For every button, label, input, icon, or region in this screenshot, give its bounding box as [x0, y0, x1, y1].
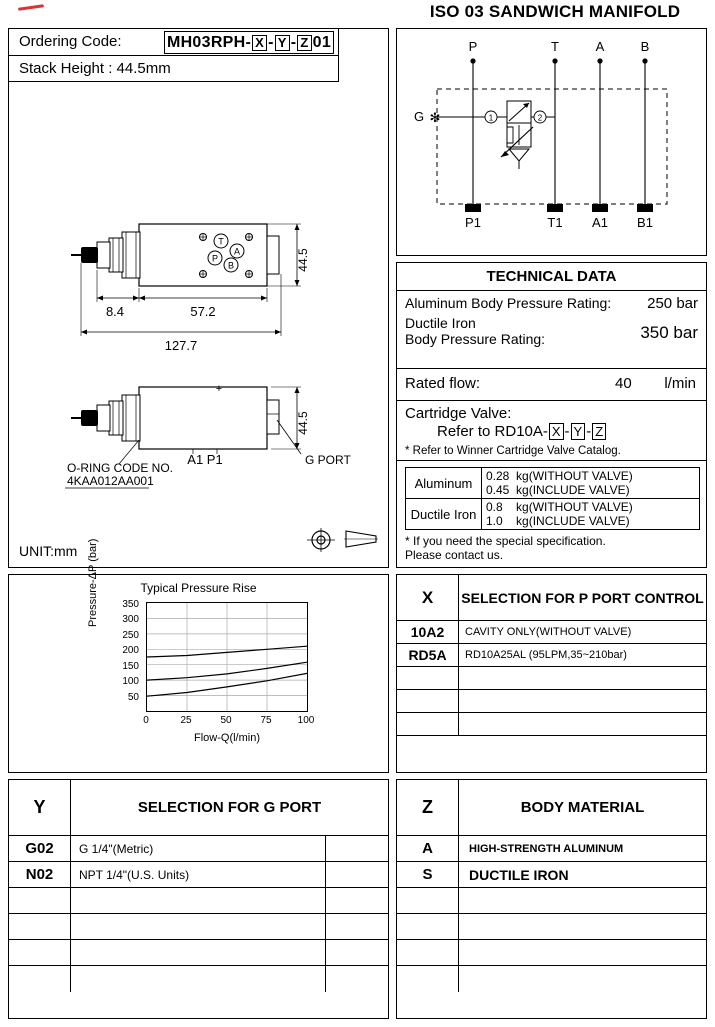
z-selection-table: [396, 779, 707, 1019]
red-mark-decoration: [18, 4, 44, 11]
special-spec-note-1: * If you need the special specification.: [405, 534, 606, 548]
weight-values-ductile: [482, 499, 699, 529]
svg-text:1: 1: [488, 113, 494, 123]
z-row-code: [397, 914, 459, 939]
chart-title: Typical Pressure Rise: [140, 581, 257, 595]
x-row-desc: [459, 713, 706, 735]
chart-y-axis-label: Pressure-ΔP (bar): [87, 538, 99, 627]
y-row-desc: G 1/4"(Metric): [71, 836, 326, 861]
svg-text:A1: A1: [592, 215, 608, 230]
svg-text:B: B: [227, 260, 235, 271]
cartridge-valve-refer: Refer to RD10A- X - Y - Z: [437, 423, 607, 440]
y-row-desc: [71, 966, 326, 992]
cartridge-valve-title: Cartridge Valve:: [405, 405, 512, 422]
page-title: ISO 03 SANDWICH MANIFOLD: [429, 2, 681, 21]
weight-aluminum-without: 0.28 kg(WITHOUT VALVE): [486, 469, 633, 483]
svg-text:O-RING CODE NO.: O-RING CODE NO.: [67, 461, 174, 475]
x-row-code: RD5A: [397, 644, 459, 666]
y-row-desc: [71, 940, 326, 965]
chart-xtick: 100: [297, 715, 315, 726]
svg-text:P1: P1: [465, 215, 481, 230]
svg-text:2: 2: [537, 113, 543, 123]
hydraulic-schematic: [397, 29, 706, 255]
y-row-spacer: [326, 888, 388, 913]
chart-xtick: 75: [260, 715, 272, 726]
weight-table: [405, 467, 700, 530]
chart-ytick: 150: [122, 661, 139, 672]
table-row[interactable]: [397, 713, 706, 736]
svg-text:4KAA012AA001: 4KAA012AA001: [67, 474, 154, 488]
ordering-code-var-x: X: [252, 35, 267, 51]
stack-height-label: Stack Height : 44.5mm: [19, 60, 171, 77]
x-row-code: [397, 667, 459, 689]
cartridge-refer-text: Refer to RD10A-: [437, 423, 548, 440]
y-row-desc: [71, 888, 326, 913]
unit-label: UNIT:mm: [19, 543, 78, 559]
y-row-code: [9, 914, 71, 939]
z-title-header: BODY MATERIAL: [520, 799, 645, 816]
projection-cone-icon: [344, 529, 378, 549]
y-title-header: SELECTION FOR G PORT: [137, 799, 322, 816]
ordering-code-row: [9, 29, 339, 56]
z-row-desc: DUCTILE IRON: [469, 866, 569, 883]
z-row-desc: HIGH-STRENGTH ALUMINUM: [469, 842, 624, 855]
aluminum-pressure-label: Aluminum Body Pressure Rating:: [405, 295, 612, 311]
table-row[interactable]: [397, 690, 706, 713]
table-row[interactable]: [397, 966, 706, 992]
ordering-code-suffix: 01: [312, 33, 332, 51]
rated-flow-value: 40: [615, 375, 632, 392]
svg-text:B: B: [640, 39, 650, 54]
x-selection-table: [396, 574, 707, 773]
ordering-code-dash1: -: [268, 33, 274, 51]
y-table-header: [9, 780, 388, 836]
ordering-code-var-z: Z: [297, 35, 311, 51]
table-row[interactable]: [397, 940, 706, 966]
svg-text:P: P: [468, 39, 478, 54]
x-row-desc: [459, 690, 706, 712]
chart-ytick: 300: [122, 614, 139, 625]
weight-ductile-include: 1.0 kg(INCLUDE VALVE): [486, 514, 630, 528]
z-row-desc: [459, 914, 706, 939]
z-table-header: [397, 780, 706, 836]
chart-ytick: 50: [127, 692, 139, 703]
cartridge-var-z: Z: [592, 423, 606, 440]
cartridge-var-x: X: [549, 423, 564, 440]
table-row[interactable]: [9, 966, 388, 992]
svg-text:44.5: 44.5: [296, 248, 310, 272]
weight-material-ductile: Ductile Iron: [406, 499, 482, 529]
ductile-pressure-value: 350 bar: [640, 323, 698, 342]
svg-text:G: G: [413, 109, 425, 124]
chart-ytick: 100: [122, 676, 139, 687]
ordering-code-var-y: Y: [275, 35, 290, 51]
table-row[interactable]: [397, 621, 706, 644]
z-row-desc: [459, 966, 706, 992]
z-code-header: Z: [397, 780, 459, 835]
hydraulic-circuit-panel: [396, 28, 707, 256]
ductile-pressure-label-1: Ductile Iron: [405, 315, 476, 331]
x-row-code: [397, 713, 459, 735]
table-row[interactable]: [9, 940, 388, 966]
special-spec-note-2: Please contact us.: [405, 548, 504, 562]
stack-height-row: [9, 56, 339, 82]
y-code-header: Y: [9, 780, 71, 835]
chart-ytick: 250: [122, 630, 139, 641]
cartridge-catalog-note: * Refer to Winner Cartridge Valve Catalog.: [405, 445, 621, 457]
svg-text:T: T: [218, 236, 224, 247]
cartridge-var-y: Y: [571, 423, 586, 440]
chart-xtick: 50: [220, 715, 232, 726]
z-row-code: S: [397, 862, 459, 887]
x-row-desc: [459, 667, 706, 689]
svg-text:8.4: 8.4: [105, 304, 125, 319]
rated-flow-row: [397, 369, 706, 401]
weight-aluminum-include: 0.45 kg(INCLUDE VALVE): [486, 483, 630, 497]
z-row-code: [397, 888, 459, 913]
z-row-code: [397, 966, 459, 992]
weight-row: [406, 468, 699, 499]
x-code-header: X: [397, 575, 459, 620]
chart-series-svg: [147, 603, 307, 711]
table-row[interactable]: [397, 836, 706, 862]
y-row-code: [9, 888, 71, 913]
dimension-drawing-panel: [8, 28, 389, 568]
x-row-code: 10A2: [397, 621, 459, 643]
y-row-code: N02: [9, 862, 71, 887]
y-row-spacer: [326, 966, 388, 992]
first-angle-projection-icon: [306, 527, 336, 553]
technical-data-panel: [396, 262, 707, 568]
z-row-code: A: [397, 836, 459, 861]
z-row-desc: [459, 888, 706, 913]
svg-text:57.2: 57.2: [190, 304, 216, 319]
y-selection-table: [8, 779, 389, 1019]
ordering-code-dash2: -: [290, 33, 297, 51]
table-row[interactable]: [397, 862, 706, 888]
svg-text:+: +: [215, 383, 223, 395]
svg-text:A1 P1: A1 P1: [187, 452, 223, 467]
chart-xtick: 25: [180, 715, 192, 726]
x-row-desc: RD10A25AL (95LPM,35~210bar): [465, 649, 627, 661]
chart-xtick: 0: [143, 715, 149, 726]
y-row-spacer: [326, 862, 388, 887]
y-row-desc: [71, 914, 326, 939]
svg-text:44.5: 44.5: [296, 411, 310, 435]
chart-ytick: 350: [122, 599, 139, 610]
weight-row: [406, 499, 699, 529]
table-row[interactable]: [397, 914, 706, 940]
ordering-code-prefix: MH03RPH-: [166, 33, 252, 51]
table-row[interactable]: [9, 862, 388, 888]
y-row-spacer: [326, 836, 388, 861]
x-table-header: [397, 575, 706, 621]
svg-text:B1: B1: [637, 215, 653, 230]
chart-ytick: 200: [122, 645, 139, 656]
table-row[interactable]: [9, 836, 388, 862]
z-row-code: [397, 940, 459, 965]
table-row[interactable]: [397, 644, 706, 667]
technical-data-title: TECHNICAL DATA: [397, 263, 706, 291]
z-row-desc: [459, 940, 706, 965]
aluminum-pressure-value: 250 bar: [647, 295, 698, 312]
ductile-pressure-label-2: Body Pressure Rating:: [405, 331, 546, 347]
table-row[interactable]: [9, 914, 388, 940]
svg-text:T: T: [551, 39, 559, 54]
y-row-code: [9, 940, 71, 965]
svg-text:T1: T1: [547, 215, 563, 230]
weight-values-aluminum: [482, 468, 699, 498]
rated-flow-unit: l/min: [664, 375, 696, 392]
y-row-spacer: [326, 914, 388, 939]
svg-text:✻: ✻: [429, 110, 441, 125]
weight-ductile-without: 0.8 kg(WITHOUT VALVE): [486, 500, 633, 514]
y-row-code: G02: [9, 836, 71, 861]
manifold-technical-drawing: [9, 84, 388, 564]
ordering-code-value: [164, 31, 334, 54]
table-row[interactable]: [397, 667, 706, 690]
svg-text:127.7: 127.7: [164, 338, 198, 353]
x-row-desc: CAVITY ONLY(WITHOUT VALVE): [465, 626, 632, 638]
x-row-code: [397, 690, 459, 712]
svg-text:G PORT: G PORT: [305, 453, 351, 467]
svg-text:P: P: [211, 253, 219, 264]
rated-flow-label: Rated flow:: [405, 375, 481, 392]
y-row-spacer: [326, 940, 388, 965]
table-row[interactable]: [397, 888, 706, 914]
cartridge-valve-row: [397, 401, 706, 461]
svg-text:A: A: [595, 39, 605, 54]
chart-plot-area: [146, 602, 308, 712]
y-row-code: [9, 966, 71, 992]
y-row-desc: NPT 1/4"(U.S. Units): [71, 862, 326, 887]
x-title-header: SELECTION FOR P PORT CONTROL: [461, 589, 704, 606]
ordering-code-label: Ordering Code:: [19, 33, 122, 50]
pressure-rating-rows: [397, 291, 706, 369]
weight-material-aluminum: Aluminum: [406, 468, 482, 498]
table-row[interactable]: [9, 888, 388, 914]
svg-text:A: A: [233, 246, 241, 257]
chart-x-axis-label: Flow-Q(l/min): [194, 732, 260, 744]
